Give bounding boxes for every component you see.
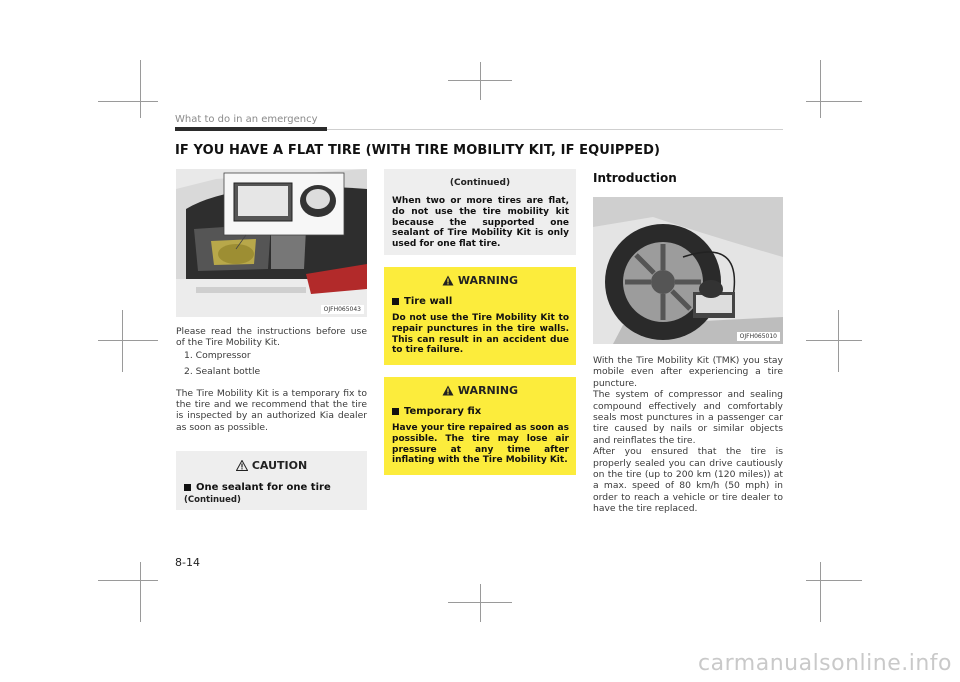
caution-subtitle-text: One sealant for one tire <box>196 482 331 493</box>
page-number: 8-14 <box>175 556 200 569</box>
warning-subtitle <box>392 296 576 307</box>
trunk-kit-figure <box>176 169 367 317</box>
bullet-square-icon <box>184 484 191 491</box>
warning-text: Have your tire repaired as soon as possible. The tire may lose air pressure at any time after inflating with the Tire Mobility Kit. <box>392 423 569 466</box>
header-bar <box>175 127 327 131</box>
continued-box <box>384 169 576 255</box>
list-item: 1. Compressor <box>184 349 251 361</box>
body-paragraph: The Tire Mobility Kit is a temporary fix to the tire and we recommend that the tire is inspected by an authorized Kia dealer as soon as possible. <box>176 387 367 433</box>
warning-text: Do not use the Tire Mobility Kit to repair punctures in the tire walls. This can result in an accident due to tire failure. <box>392 313 569 356</box>
warning-box-temporary-fix <box>384 377 576 475</box>
warning-subtitle-text: Temporary fix <box>404 406 482 417</box>
warning-label: WARNING <box>457 384 519 397</box>
caution-subtitle <box>184 482 367 493</box>
body-paragraph: After you ensured that the tire is properly sealed you can drive cautiously on the tire (up to 200 km (120 miles)) at a max. speed of 80 km/h (50 mph) in order to reach a vehicle or tire dealer to have the tire replaced. <box>593 446 783 515</box>
warning-label: WARNING <box>457 274 519 287</box>
warning-box-tire-wall <box>384 267 576 365</box>
continued-text: When two or more tires are flat, do not use the tire mobility kit because the supported one sealant of Tire Mobility Kit is only used for one flat tire. <box>392 196 569 250</box>
watermark: carmanualsonline.info <box>698 651 952 676</box>
running-header: What to do in an emergency <box>175 114 318 125</box>
introduction-title: Introduction <box>593 171 677 185</box>
body-paragraph: The system of compressor and sealing compound effectively and comfortably seals most punctures in a passenger car tire caused by nails or similar objects and reinflates the tire. <box>593 389 783 446</box>
bullet-square-icon <box>392 298 399 305</box>
trunk-kit-illustration <box>176 169 367 317</box>
caution-label: CAUTION <box>251 459 308 472</box>
right-text <box>593 355 783 515</box>
header-rule <box>327 129 783 130</box>
list-item: 2. Sealant bottle <box>184 366 261 378</box>
tire-kit-illustration <box>593 197 783 344</box>
warning-triangle-icon <box>442 275 454 286</box>
figure-code: OJFH065010 <box>737 332 780 341</box>
bullet-square-icon <box>392 408 399 415</box>
warning-heading <box>384 384 576 397</box>
left-text <box>176 326 367 433</box>
figure-code: OJFH065043 <box>321 305 364 314</box>
intro-paragraph: With the Tire Mobility Kit (TMK) you stay mobile even after experiencing a tire puncture. <box>593 355 783 389</box>
caution-triangle-icon <box>236 460 248 471</box>
continued-label: (Continued) <box>449 178 511 188</box>
caution-continued: (Continued) <box>184 495 241 505</box>
warning-subtitle-text: Tire wall <box>404 296 453 307</box>
intro-paragraph: Please read the instructions before use of the Tire Mobility Kit. <box>176 326 367 349</box>
tire-kit-figure <box>593 197 783 344</box>
caution-box <box>176 451 367 510</box>
warning-heading <box>384 274 576 287</box>
warning-subtitle <box>392 406 576 417</box>
caution-heading <box>176 459 367 472</box>
section-title: IF YOU HAVE A FLAT TIRE (WITH TIRE MOBILITY KIT, IF EQUIPPED) <box>175 143 661 158</box>
warning-triangle-icon <box>442 385 454 396</box>
